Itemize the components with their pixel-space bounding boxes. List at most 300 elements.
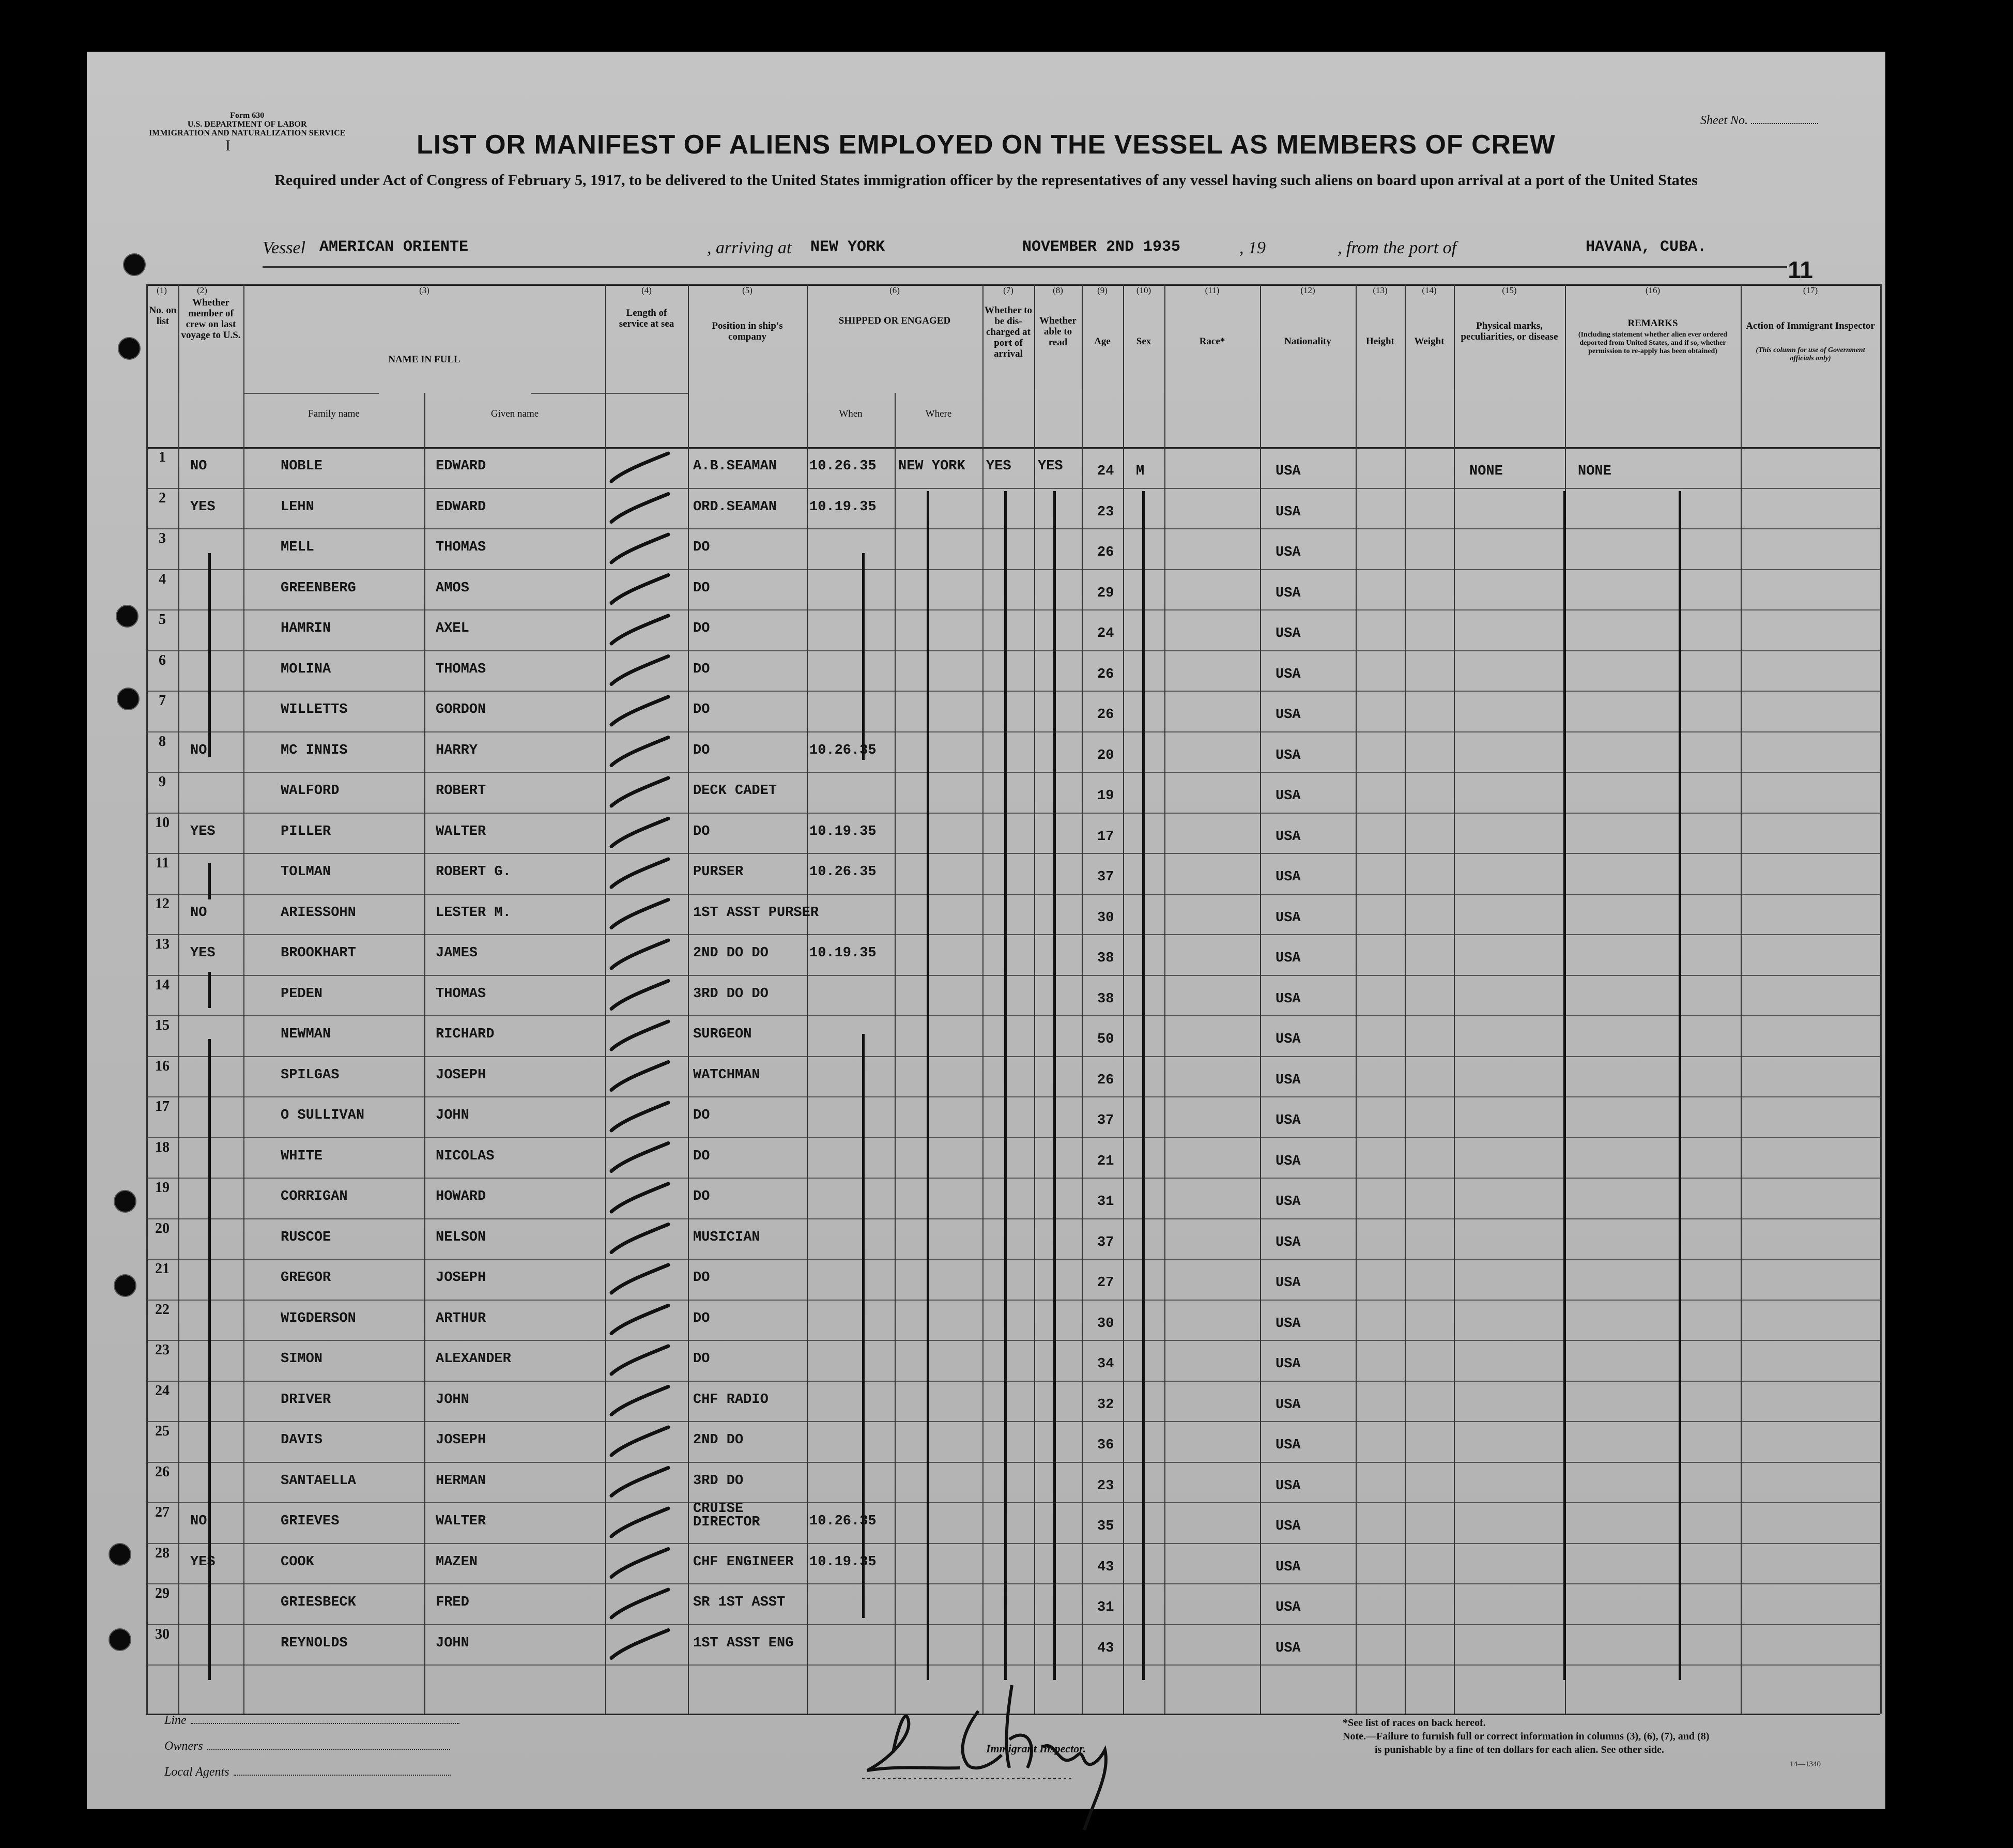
check-mark	[611, 981, 668, 1009]
colnum-6: (6)	[889, 285, 900, 295]
cell-position: DO	[693, 1270, 710, 1286]
colnum-17: (17)	[1803, 285, 1818, 295]
cell-nationality: USA	[1276, 1600, 1301, 1615]
cell-nationality: USA	[1276, 991, 1301, 1007]
sheet-number-label: Sheet No.	[1700, 114, 1748, 127]
cell-marks: NONE	[1469, 464, 1503, 479]
cell-age: 26	[1097, 666, 1114, 682]
cell-nationality: USA	[1276, 1153, 1301, 1169]
cell-given: THOMAS	[436, 986, 486, 1002]
cell-family: NOBLE	[281, 459, 323, 474]
cell-age: 35	[1097, 1519, 1114, 1534]
service-name: IMMIGRATION AND NATURALIZATION SERVICE	[149, 129, 346, 138]
check-mark	[611, 453, 668, 481]
line-number: 15	[155, 1017, 170, 1033]
cell-given: HERMAN	[436, 1473, 486, 1489]
check-mark	[611, 1427, 668, 1455]
cell-family: MC INNIS	[281, 742, 348, 758]
cell-nationality: USA	[1276, 1113, 1301, 1128]
cell-family: SIMON	[281, 1351, 323, 1367]
binder-hole	[114, 1190, 136, 1213]
cell-nationality: USA	[1276, 545, 1301, 560]
cell-age: 29	[1097, 585, 1114, 601]
department-name: U.S. DEPARTMENT OF LABOR	[187, 120, 307, 129]
check-mark	[611, 1549, 668, 1577]
check-mark	[611, 1225, 668, 1253]
cell-age: 26	[1097, 545, 1114, 560]
line-number: 20	[155, 1220, 170, 1236]
cell-when: 10.19.35	[809, 945, 877, 961]
check-mark	[611, 1143, 668, 1171]
arriving-label: , arriving at	[707, 238, 792, 257]
check-mark	[611, 1062, 668, 1090]
cell-prev: NO	[190, 459, 207, 474]
cell-when: 10.26.35	[809, 864, 877, 880]
check-mark	[611, 656, 668, 684]
cell-family: LEHN	[281, 499, 314, 515]
line-number: 13	[155, 936, 170, 952]
line-number: 25	[155, 1423, 170, 1439]
cell-age: 38	[1097, 951, 1114, 966]
cell-given: JOSEPH	[436, 1270, 486, 1286]
check-mark	[611, 494, 668, 522]
line-number: 14	[155, 976, 170, 993]
cell-position: 2ND DO DO	[693, 945, 769, 961]
cell-position: DO	[693, 1351, 710, 1367]
cell-nationality: USA	[1276, 707, 1301, 723]
colhead-no-on-list: No. on list	[149, 305, 177, 327]
cell-position: DO	[693, 580, 710, 596]
owners-label: Owners	[164, 1739, 203, 1753]
from-port-label: , from the port of	[1338, 238, 1457, 257]
page-number: 11	[1788, 256, 1813, 283]
vessel-label: Vessel	[263, 238, 306, 257]
check-mark	[611, 534, 668, 562]
cell-position: DO	[693, 1108, 710, 1123]
cell-prev: NO	[190, 1514, 207, 1529]
colhead-given-name: Given name	[490, 408, 539, 419]
check-mark	[611, 1590, 668, 1617]
line-number: 6	[159, 652, 166, 668]
cell-nationality: USA	[1276, 869, 1301, 885]
cell-age: 43	[1097, 1559, 1114, 1575]
colhead-sex: Sex	[1136, 336, 1151, 347]
line-number: 19	[155, 1180, 170, 1196]
cell-family: WIGDERSON	[281, 1310, 356, 1326]
owners-field	[164, 1739, 450, 1753]
cell-family: SPILGAS	[281, 1067, 340, 1083]
cell-position: DO	[693, 1189, 710, 1204]
check-mark	[611, 859, 668, 887]
cell-age: 23	[1097, 1478, 1114, 1494]
cell-age: 50	[1097, 1032, 1114, 1047]
colhead-when: When	[839, 408, 863, 419]
binder-hole	[116, 605, 139, 628]
line-number: 18	[155, 1139, 170, 1155]
cell-age: 37	[1097, 1113, 1114, 1128]
cell-family: REYNOLDS	[281, 1635, 348, 1651]
binder-hole	[123, 253, 146, 276]
cell-family: GRIESBECK	[281, 1595, 356, 1610]
cell-position: WATCHMAN	[693, 1067, 760, 1083]
arrival-date: NOVEMBER 2ND 1935	[1022, 238, 1181, 256]
local-agents-field	[164, 1765, 451, 1779]
line-number: 12	[155, 895, 170, 912]
cell-age: 27	[1097, 1275, 1114, 1291]
cell-prev: YES	[190, 823, 216, 839]
check-mark	[611, 819, 668, 847]
line-number: 7	[159, 693, 166, 709]
cell-age: 30	[1097, 1316, 1114, 1332]
cell-nationality: USA	[1276, 1438, 1301, 1453]
cell-position: 1ST ASST PURSER	[693, 905, 819, 921]
cell-position: DO	[693, 1148, 710, 1164]
cell-when: 10.19.35	[809, 499, 877, 515]
colhead-physical-marks: Physical marks, peculiarities, or disease	[1461, 320, 1558, 342]
colnum-5: (5)	[742, 285, 752, 295]
print-code: 14—1340	[1790, 1760, 1821, 1768]
line-number: 8	[159, 733, 166, 750]
cell-nationality: USA	[1276, 1275, 1301, 1291]
line-number: 24	[155, 1382, 170, 1399]
colnum-13: (13)	[1373, 285, 1388, 295]
cell-nationality: USA	[1276, 910, 1301, 926]
cell-nationality: USA	[1276, 1194, 1301, 1210]
cell-position: A.B.SEAMAN	[693, 459, 777, 474]
line-number: 9	[159, 774, 166, 790]
check-mark	[611, 1630, 668, 1658]
check-mark	[611, 778, 668, 806]
cell-position: 1ST ASST ENG	[693, 1635, 794, 1651]
cell-nationality: USA	[1276, 1559, 1301, 1575]
form-number: Form 630	[230, 111, 265, 120]
cell-position: 2ND DO	[693, 1432, 744, 1448]
cell-nationality: USA	[1276, 1316, 1301, 1332]
vessel-info-line	[263, 235, 1787, 268]
cell-nationality: USA	[1276, 504, 1301, 520]
cell-age: 24	[1097, 464, 1114, 479]
cell-family: MELL	[281, 540, 314, 555]
cell-when: 10.26.35	[809, 459, 877, 474]
line-number: 17	[155, 1098, 170, 1114]
cell-sex: M	[1136, 464, 1145, 479]
colnum-8: (8)	[1053, 285, 1063, 295]
cell-family: DAVIS	[281, 1432, 323, 1448]
cell-nationality: USA	[1276, 788, 1301, 804]
cell-age: 31	[1097, 1194, 1114, 1210]
crew-table	[146, 284, 1880, 1714]
binder-hole	[118, 337, 141, 360]
check-mark	[611, 1184, 668, 1212]
cell-nationality: USA	[1276, 747, 1301, 763]
margin-mark: I	[225, 137, 231, 154]
cell-given: GORDON	[436, 702, 486, 717]
line-label: Line	[164, 1714, 187, 1727]
cell-family: SANTAELLA	[281, 1473, 356, 1489]
races-note: *See list of races on back hereof.	[1343, 1717, 1486, 1729]
column-divider	[1880, 284, 1882, 1714]
check-mark	[611, 1103, 668, 1131]
cell-read: YES	[1038, 459, 1063, 474]
cell-prev: NO	[190, 742, 207, 758]
colnum-11: (11)	[1205, 285, 1220, 295]
cell-position: ORD.SEAMAN	[693, 499, 777, 515]
service-check-marks	[146, 284, 1880, 1714]
colhead-service-length: Length of service at sea	[619, 308, 674, 329]
cell-age: 36	[1097, 1438, 1114, 1453]
sheet-number-blank	[1751, 123, 1818, 124]
cell-given: EDWARD	[436, 459, 486, 474]
check-mark	[611, 616, 668, 644]
cell-given: JOSEPH	[436, 1432, 486, 1448]
cell-age: 26	[1097, 707, 1114, 723]
cell-family: ARIESSOHN	[281, 905, 356, 921]
check-mark	[611, 940, 668, 968]
cell-given: WALTER	[436, 823, 486, 839]
colhead-remarks: REMARKS	[1627, 318, 1678, 329]
cell-position: DECK CADET	[693, 783, 777, 799]
cell-given: JOHN	[436, 1392, 469, 1408]
cell-position: 3RD DO	[693, 1473, 744, 1489]
cell-position: DO	[693, 540, 710, 555]
colhead-where: Where	[925, 408, 952, 419]
line-number: 30	[155, 1626, 170, 1642]
line-number: 4	[159, 571, 166, 587]
colnum-10: (10)	[1136, 285, 1151, 295]
document-subtitle: Required under Act of Congress of February 5, 1917, to be delivered to the United States immigration officer by the representatives of any vessel having such aliens on board upon arrival at a port of the United States	[274, 172, 1698, 189]
cell-given: HOWARD	[436, 1189, 486, 1204]
cell-family: TOLMAN	[281, 864, 331, 880]
check-mark	[611, 738, 668, 766]
cell-age: 24	[1097, 626, 1114, 642]
check-mark	[611, 1508, 668, 1536]
cell-age: 23	[1097, 504, 1114, 520]
cell-nationality: USA	[1276, 829, 1301, 845]
colhead-shipped-engaged: SHIPPED OR ENGAGED	[838, 315, 951, 326]
cell-given: EDWARD	[436, 499, 486, 515]
cell-nationality: USA	[1276, 1519, 1301, 1534]
cell-where: NEW YORK	[898, 459, 965, 474]
cell-given: JOHN	[436, 1635, 469, 1651]
line-number: 21	[155, 1261, 170, 1277]
cell-age: 37	[1097, 1234, 1114, 1250]
line-number: 27	[155, 1504, 170, 1520]
arriving-port: NEW YORK	[810, 238, 885, 256]
cell-family: WALFORD	[281, 783, 340, 799]
sheet-number-field	[1700, 114, 1818, 128]
cell-nationality: USA	[1276, 626, 1301, 642]
cell-given: MAZEN	[436, 1554, 478, 1570]
colhead-name-in-full: NAME IN FULL	[388, 354, 460, 365]
colhead-weight: Weight	[1414, 336, 1445, 347]
line-number: 16	[155, 1058, 170, 1074]
cell-position: DO	[693, 621, 710, 636]
colnum-4: (4)	[641, 285, 652, 295]
cell-nationality: USA	[1276, 585, 1301, 601]
cell-family: HAMRIN	[281, 621, 331, 636]
cell-prev: YES	[190, 499, 216, 515]
cell-prev: YES	[190, 945, 216, 961]
cell-position: MUSICIAN	[693, 1229, 760, 1245]
check-mark	[611, 697, 668, 725]
cell-given: AMOS	[436, 580, 469, 596]
cell-nationality: USA	[1276, 1072, 1301, 1088]
line-number: 10	[155, 814, 170, 831]
vessel-name: AMERICAN ORIENTE	[319, 238, 469, 256]
line-number: 5	[159, 612, 166, 628]
cell-age: 30	[1097, 910, 1114, 926]
line-number: 29	[155, 1585, 170, 1601]
cell-age: 21	[1097, 1153, 1114, 1169]
cell-family: GREENBERG	[281, 580, 356, 596]
check-mark	[611, 1021, 668, 1049]
colhead-height: Height	[1366, 336, 1394, 347]
cell-position: PURSER	[693, 864, 744, 880]
line-field	[164, 1714, 459, 1728]
check-mark	[611, 1346, 668, 1374]
penalty-note-line-1: Note.—Failure to furnish full or correct information in columns (3), (6), (7), and (8)	[1343, 1731, 1710, 1742]
cell-position: DO	[693, 661, 710, 677]
cell-family: WHITE	[281, 1148, 323, 1164]
cell-age: 19	[1097, 788, 1114, 804]
cell-given: RICHARD	[436, 1027, 495, 1042]
colnum-9: (9)	[1097, 285, 1108, 295]
cell-age: 26	[1097, 1072, 1114, 1088]
cell-position: CHF RADIO	[693, 1392, 769, 1408]
cell-when: 10.26.35	[809, 742, 877, 758]
colhead-inspector-note: (This column for use of Government officials only)	[1756, 346, 1865, 362]
cell-when: 10.19.35	[809, 1554, 877, 1570]
cell-family: O SULLIVAN	[281, 1108, 365, 1123]
binder-hole	[114, 1274, 136, 1297]
cell-family: RUSCOE	[281, 1229, 331, 1245]
cell-age: 20	[1097, 747, 1114, 763]
local-agents-label: Local Agents	[164, 1765, 229, 1779]
cell-family: GREGOR	[281, 1270, 331, 1286]
cell-discharged: YES	[986, 459, 1011, 474]
cell-prev: YES	[190, 1554, 216, 1570]
cell-given: NELSON	[436, 1229, 486, 1245]
cell-position: 3RD DO DO	[693, 986, 769, 1002]
cell-age: 32	[1097, 1397, 1114, 1413]
cell-position: SR 1ST ASST	[693, 1595, 786, 1610]
cell-family: COOK	[281, 1554, 314, 1570]
cell-given: AXEL	[436, 621, 469, 636]
line-number: 23	[155, 1342, 170, 1358]
cell-position: DO	[693, 1310, 710, 1326]
line-number: 22	[155, 1301, 170, 1318]
owners-blank	[207, 1749, 450, 1750]
cell-family: BROOKHART	[281, 945, 356, 961]
cell-given: HARRY	[436, 742, 478, 758]
colhead-discharged: Whether to be dis-charged at port of arrival	[985, 305, 1032, 359]
colhead-previous-voyage: Whether member of crew on last voyage to U.S.	[181, 297, 241, 341]
cell-family: NEWMAN	[281, 1027, 331, 1042]
cell-when: 10.19.35	[809, 823, 877, 839]
line-blank	[191, 1723, 459, 1724]
cell-family: WILLETTS	[281, 702, 348, 717]
colhead-remarks-note: (Including statement whether alien ever ordered deported from United States, and if so, whether permission to re-apply has been obtained)	[1578, 331, 1728, 355]
cell-given: ROBERT	[436, 783, 486, 799]
document-title: LIST OR MANIFEST OF ALIENS EMPLOYED ON THE VESSEL AS MEMBERS OF CREW	[417, 130, 1556, 160]
binder-hole	[117, 688, 140, 710]
cell-position: CHF ENGINEER	[693, 1554, 794, 1570]
cell-age: 34	[1097, 1356, 1114, 1372]
line-number: 3	[159, 530, 166, 546]
check-mark	[611, 900, 668, 928]
line-number: 26	[155, 1463, 170, 1480]
cell-position: DO	[693, 823, 710, 839]
cell-age: 43	[1097, 1640, 1114, 1656]
cell-nationality: USA	[1276, 666, 1301, 682]
cell-remarks: NONE	[1578, 464, 1611, 479]
check-mark	[611, 575, 668, 603]
manifest-sheet	[87, 52, 1885, 1809]
colnum-15: (15)	[1502, 285, 1517, 295]
cell-prev: NO	[190, 905, 207, 921]
cell-nationality: USA	[1276, 1234, 1301, 1250]
colnum-1: (1)	[157, 285, 167, 295]
colhead-able-to-read: Whether able to read	[1039, 315, 1077, 348]
cell-given: WALTER	[436, 1514, 486, 1529]
cell-position: DO	[693, 742, 710, 758]
colhead-age: Age	[1094, 336, 1111, 347]
inspector-label: Immigrant Inspector.	[986, 1742, 1086, 1755]
cell-given: LESTER M.	[436, 905, 511, 921]
check-mark	[611, 1265, 668, 1293]
cell-given: JAMES	[436, 945, 478, 961]
line-number: 2	[159, 490, 166, 506]
colnum-12: (12)	[1300, 285, 1315, 295]
colnum-16: (16)	[1645, 285, 1661, 295]
cell-family: CORRIGAN	[281, 1189, 348, 1204]
cell-given: ALEXANDER	[436, 1351, 511, 1367]
colnum-7: (7)	[1003, 285, 1013, 295]
cell-nationality: USA	[1276, 1640, 1301, 1656]
cell-nationality: USA	[1276, 1478, 1301, 1494]
year-label: , 19	[1239, 238, 1266, 257]
penalty-note-line-2: is punishable by a fine of ten dollars for each alien. See other side.	[1375, 1744, 1664, 1755]
footer-notes	[1343, 1716, 1709, 1757]
cell-given: ARTHUR	[436, 1310, 486, 1326]
cell-given: THOMAS	[436, 661, 486, 677]
colnum-14: (14)	[1422, 285, 1437, 295]
colnum-3: (3)	[419, 285, 429, 295]
binder-hole	[109, 1543, 131, 1566]
cell-age: 17	[1097, 829, 1114, 845]
colnum-2: (2)	[197, 285, 207, 295]
cell-age: 31	[1097, 1600, 1114, 1615]
colhead-nationality: Nationality	[1284, 336, 1331, 347]
colhead-inspector-action: Action of Immigrant Inspector	[1746, 320, 1875, 331]
cell-nationality: USA	[1276, 464, 1301, 479]
cell-nationality: USA	[1276, 1356, 1301, 1372]
line-number: 11	[155, 855, 170, 871]
cell-given: THOMAS	[436, 540, 486, 555]
cell-position: CRUISE DIRECTOR	[693, 1501, 760, 1530]
cell-given: FRED	[436, 1595, 469, 1610]
cell-when: 10.26.35	[809, 1514, 877, 1529]
cell-family: DRIVER	[281, 1392, 331, 1408]
line-number: 1	[159, 449, 166, 465]
cell-nationality: USA	[1276, 951, 1301, 966]
cell-family: PEDEN	[281, 986, 323, 1002]
from-port: HAVANA, CUBA.	[1586, 238, 1707, 256]
cell-age: 38	[1097, 991, 1114, 1007]
check-mark	[611, 1306, 668, 1334]
colhead-position: Position in ship's company	[712, 320, 783, 342]
cell-nationality: USA	[1276, 1397, 1301, 1413]
